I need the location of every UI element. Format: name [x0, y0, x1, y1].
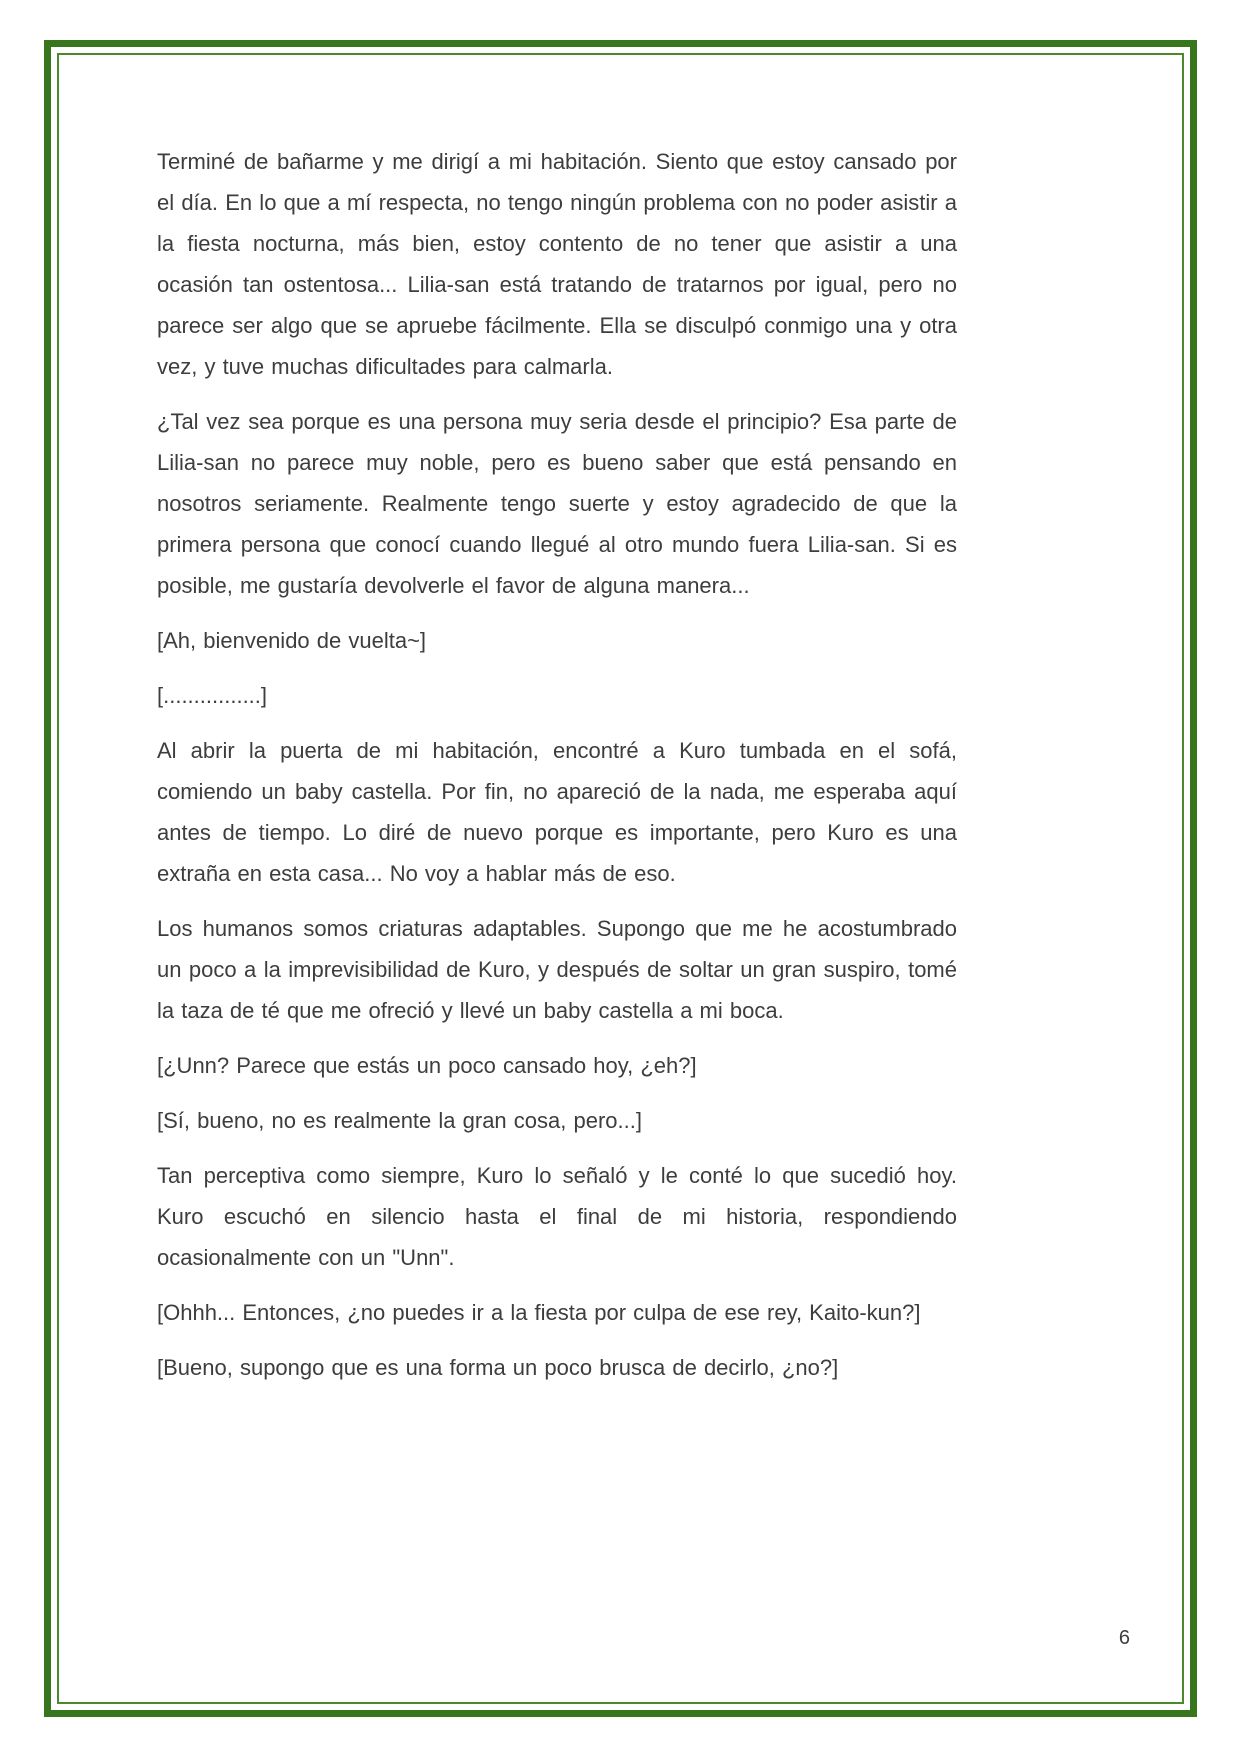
page-number: 6 [1118, 1627, 1130, 1649]
dialogue-line: [Ohhh... Entonces, ¿no puedes ir a la fiesta por culpa de ese rey, Kaito-kun?] [157, 1300, 921, 1325]
dialogue-line: [Sí, bueno, no es realmente la gran cosa, pero...] [157, 1108, 642, 1133]
dialogue-line: [Bueno, supongo que es una forma un poco brusca de decirlo, ¿no?] [157, 1355, 839, 1380]
dialogue-line: [¿Unn? Parece que estás un poco cansado hoy, ¿eh?] [157, 1053, 697, 1078]
paragraph: Terminé de bañarme y me dirigí a mi habitación. Siento que estoy cansado por el día. En lo que a mí respecta, no tengo ningún problema con no poder asistir a la fiesta nocturna, más bien, estoy contento de no tener que asistir a una ocasión tan ostentosa... Lilia-san está tratando de tratarnos por igual, pero no parece ser algo que se apruebe fácilmente. Ella se disculpó conmigo una y otra vez, y tuve muchas dificultades para calmarla. [157, 149, 957, 379]
page-border [44, 40, 1197, 1717]
document-body [157, 141, 957, 1402]
paragraph: Tan perceptiva como siempre, Kuro lo señaló y le conté lo que sucedió hoy. Kuro escuchó en silencio hasta el final de mi historia, respondiendo ocasionalmente con un "Unn". [157, 1163, 957, 1270]
paragraph: Al abrir la puerta de mi habitación, encontré a Kuro tumbada en el sofá, comiendo un baby castella. Por fin, no apareció de la nada, me esperaba aquí antes de tiempo. Lo diré de nuevo porque es importante, pero Kuro es una extraña en esta casa... No voy a hablar más de eso. [157, 738, 957, 886]
dialogue-line: [................] [157, 683, 268, 708]
dialogue-line: [Ah, bienvenido de vuelta~] [157, 628, 427, 653]
page-border-inner [57, 53, 1184, 1704]
paragraph: ¿Tal vez sea porque es una persona muy seria desde el principio? Esa parte de Lilia-san no parece muy noble, pero es bueno saber que está pensando en nosotros seriamente. Realmente tengo suerte y estoy agradecido de que la primera persona que conocí cuando llegué al otro mundo fuera Lilia-san. Si es posible, me gustaría devolverle el favor de alguna manera... [157, 409, 957, 598]
paragraph: Los humanos somos criaturas adaptables. Supongo que me he acostumbrado un poco a la imprevisibilidad de Kuro, y después de soltar un gran suspiro, tomé la taza de té que me ofreció y llevé un baby castella a mi boca. [157, 916, 957, 1023]
